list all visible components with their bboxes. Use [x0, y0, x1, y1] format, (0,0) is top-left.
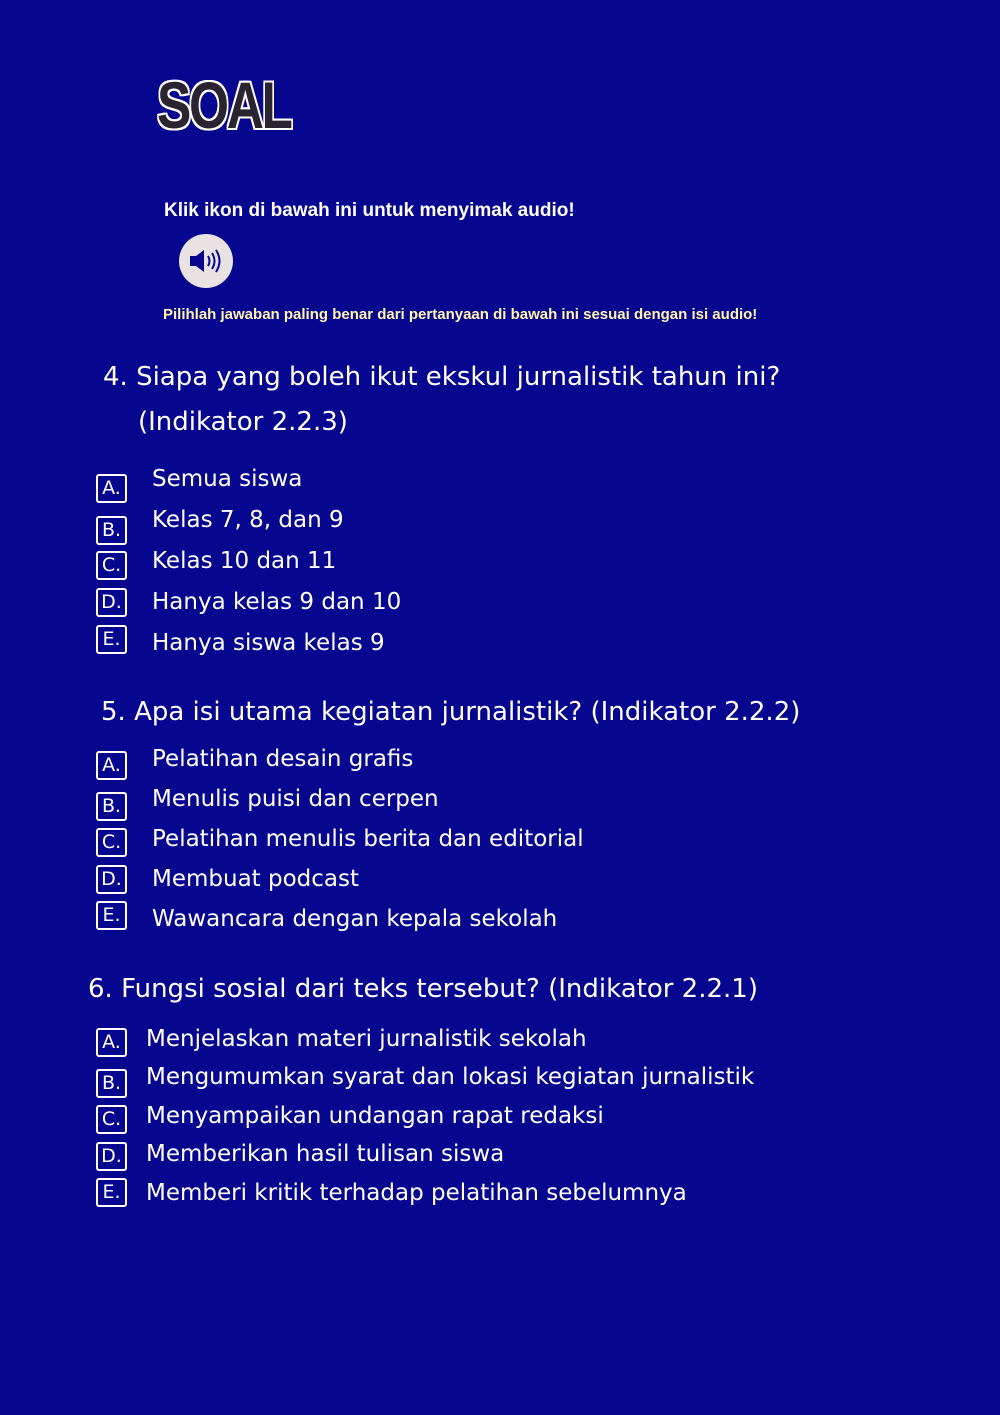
question-4 — [103, 355, 780, 445]
option-4c-text[interactable]: Kelas 10 dan 11 — [152, 548, 337, 574]
answer-instruction: Pilihlah jawaban paling benar dari pertanyaan di bawah ini sesuai dengan isi audio! — [163, 306, 758, 323]
play-audio-button[interactable] — [179, 234, 233, 288]
option-6d-text[interactable]: Memberikan hasil tulisan siswa — [146, 1141, 505, 1167]
audio-instruction: Klik ikon di bawah ini untuk menyimak audio! — [164, 200, 575, 221]
option-5a-text[interactable]: Pelatihan desain grafis — [152, 746, 414, 772]
option-6e-text[interactable]: Memberi kritik terhadap pelatihan sebelumnya — [146, 1180, 687, 1206]
option-5e-text[interactable]: Wawancara dengan kepala sekolah — [152, 906, 558, 932]
question-5 — [101, 690, 800, 735]
option-5d-text[interactable]: Membuat podcast — [152, 866, 360, 892]
option-5c-box[interactable]: C. — [96, 828, 127, 857]
speaker-icon — [188, 248, 224, 274]
option-6c-box[interactable]: C. — [96, 1105, 127, 1134]
option-6d-box[interactable]: D. — [96, 1142, 127, 1171]
option-4a-box[interactable]: A. — [96, 474, 127, 503]
question-4-indicator: (Indikator 2.2.3) — [138, 407, 348, 437]
option-4d-box[interactable]: D. — [96, 588, 127, 617]
page-title: SOAL — [157, 68, 291, 142]
option-5b-box[interactable]: B. — [96, 792, 127, 821]
option-6a-box[interactable]: A. — [96, 1028, 127, 1057]
option-6c-text[interactable]: Menyampaikan undangan rapat redaksi — [146, 1103, 604, 1129]
option-6b-text[interactable]: Mengumumkan syarat dan lokasi kegiatan jurnalistik — [146, 1064, 755, 1090]
option-4a-text[interactable]: Semua siswa — [152, 466, 303, 492]
option-5d-box[interactable]: D. — [96, 865, 127, 894]
option-6b-box[interactable]: B. — [96, 1069, 127, 1098]
option-6a-text[interactable]: Menjelaskan materi jurnalistik sekolah — [146, 1026, 587, 1052]
question-6 — [88, 967, 758, 1012]
option-4c-box[interactable]: C. — [96, 551, 127, 580]
question-5-text: 5. Apa isi utama kegiatan jurnalistik? (Indikator 2.2.2) — [101, 697, 801, 727]
option-6e-box[interactable]: E. — [96, 1178, 127, 1207]
option-4e-text[interactable]: Hanya siswa kelas 9 — [152, 630, 385, 656]
option-4d-text[interactable]: Hanya kelas 9 dan 10 — [152, 589, 402, 615]
option-4e-box[interactable]: E. — [96, 625, 127, 654]
option-5b-text[interactable]: Menulis puisi dan cerpen — [152, 786, 439, 812]
option-4b-box[interactable]: B. — [96, 516, 127, 545]
option-4b-text[interactable]: Kelas 7, 8, dan 9 — [152, 507, 344, 533]
option-5e-box[interactable]: E. — [96, 901, 127, 930]
option-5a-box[interactable]: A. — [96, 751, 127, 780]
option-5c-text[interactable]: Pelatihan menulis berita dan editorial — [152, 826, 584, 852]
question-6-text: 6. Fungsi sosial dari teks tersebut? (Indikator 2.2.1) — [88, 974, 758, 1004]
question-4-text: 4. Siapa yang boleh ikut ekskul jurnalistik tahun ini? — [103, 362, 781, 392]
